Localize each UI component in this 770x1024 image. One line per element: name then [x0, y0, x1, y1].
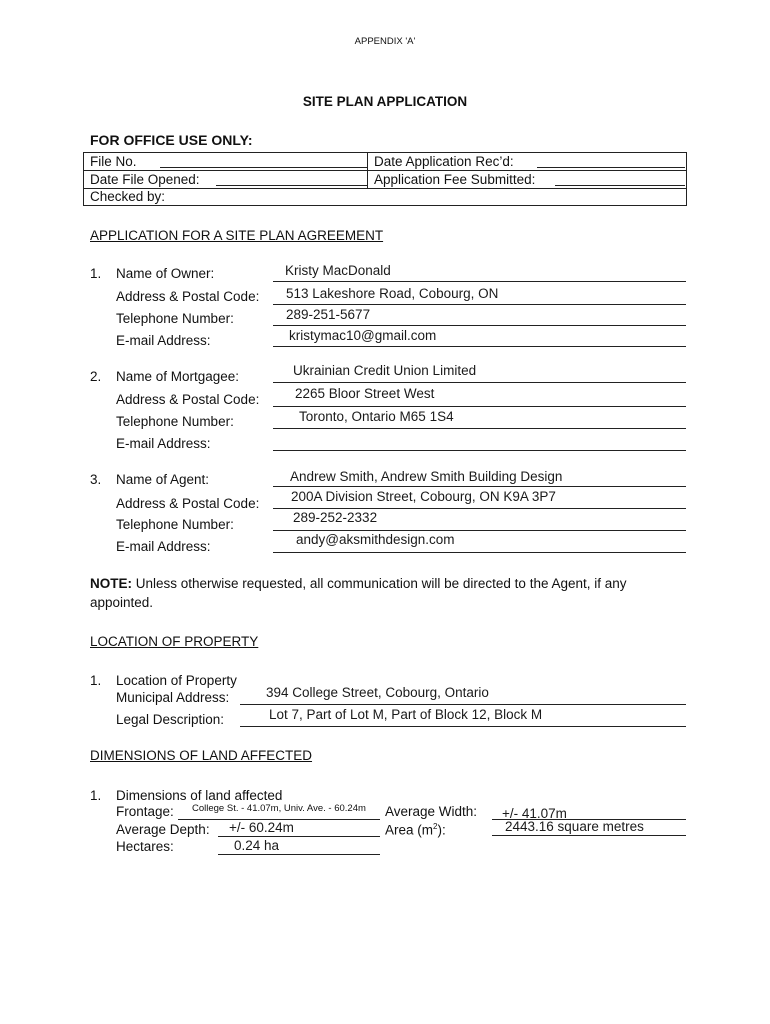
- agent-phone-line: [273, 514, 686, 531]
- note-line-1: [90, 576, 627, 591]
- mortgagee-address-line: [273, 389, 686, 407]
- area-line: [492, 819, 686, 836]
- owner-address-value[interactable]: 513 Lakeshore Road, Cobourg, ON: [286, 286, 499, 301]
- agent-email-line: [273, 536, 686, 553]
- note-bold-label: NOTE:: [90, 576, 132, 591]
- frontage-value[interactable]: College St. - 41.07m, Univ. Ave. - 60.24m: [192, 803, 366, 814]
- file-no-field[interactable]: [160, 152, 367, 168]
- mortgagee-phone-label: Telephone Number:: [116, 414, 234, 429]
- owner-number: 1.: [90, 266, 102, 281]
- municipal-address-value[interactable]: 394 College Street, Cobourg, Ontario: [266, 685, 489, 700]
- mortgagee-number: 2.: [90, 369, 102, 384]
- agent-email-value[interactable]: andy@aksmithdesign.com: [296, 532, 455, 547]
- owner-email-line: [273, 330, 686, 347]
- owner-phone-value[interactable]: 289-251-5677: [286, 307, 371, 322]
- table-column-divider: [367, 153, 368, 189]
- appendix-label: APPENDIX 'A': [354, 36, 416, 47]
- agent-name-label: Name of Agent:: [116, 472, 210, 487]
- note-text: Unless otherwise requested, all communication will be directed to the Agent, if any: [132, 576, 627, 591]
- average-depth-label: Average Depth:: [116, 822, 210, 837]
- owner-name-line: [273, 265, 686, 282]
- mortgagee-address-label: Address & Postal Code:: [116, 392, 260, 407]
- agent-name-line: [273, 470, 686, 487]
- agent-phone-label: Telephone Number:: [116, 517, 234, 532]
- mortgagee-email-line: [273, 434, 686, 451]
- mortgagee-phone-value[interactable]: Toronto, Ontario M65 1S4: [299, 409, 454, 424]
- checked-by-label: Checked by:: [90, 189, 166, 204]
- area-label-superscript: 2: [433, 822, 438, 831]
- office-use-heading: FOR OFFICE USE ONLY:: [90, 132, 253, 148]
- hectares-value[interactable]: 0.24 ha: [234, 838, 280, 853]
- average-depth-line: [218, 820, 380, 837]
- agent-name-value[interactable]: Andrew Smith, Andrew Smith Building Design: [290, 469, 563, 484]
- mortgagee-name-line: [273, 366, 686, 383]
- date-received-label: Date Application Rec’d:: [374, 154, 514, 169]
- location-heading: LOCATION OF PROPERTY: [90, 634, 259, 649]
- area-label-end: ):: [437, 822, 446, 838]
- frontage-label: Frontage:: [116, 804, 174, 819]
- municipal-address-label: Municipal Address:: [116, 690, 230, 705]
- average-depth-value[interactable]: +/- 60.24m: [229, 820, 294, 835]
- fee-field[interactable]: [555, 170, 685, 186]
- legal-description-value[interactable]: Lot 7, Part of Lot M, Part of Block 12, Block M: [269, 707, 543, 722]
- date-received-field[interactable]: [537, 152, 685, 168]
- mortgagee-name-value[interactable]: Ukrainian Credit Union Limited: [293, 363, 477, 378]
- hectares-line: [218, 838, 380, 855]
- frontage-line: [178, 804, 380, 820]
- owner-email-label: E-mail Address:: [116, 333, 211, 348]
- owner-phone-label: Telephone Number:: [116, 311, 234, 326]
- mortgagee-name-label: Name of Mortgagee:: [116, 369, 240, 384]
- page-title: SITE PLAN APPLICATION: [302, 94, 468, 109]
- area-label-text: Area (m: [385, 822, 434, 838]
- agent-phone-value[interactable]: 289-252-2332: [293, 510, 378, 525]
- owner-address-label: Address & Postal Code:: [116, 289, 260, 304]
- mortgagee-email-label: E-mail Address:: [116, 436, 211, 451]
- average-width-value[interactable]: +/- 41.07m: [502, 806, 567, 821]
- dimensions-label: Dimensions of land affected: [116, 788, 283, 803]
- municipal-address-line: [240, 688, 686, 705]
- area-label: [385, 822, 446, 838]
- agent-number: 3.: [90, 472, 102, 487]
- owner-address-line: [273, 288, 686, 305]
- average-width-label: Average Width:: [385, 804, 478, 819]
- agent-address-line: [273, 492, 686, 509]
- fee-label: Application Fee Submitted:: [374, 172, 536, 187]
- agent-address-value[interactable]: 200A Division Street, Cobourg, ON K9A 3P7: [291, 489, 556, 504]
- average-width-line: [492, 804, 686, 820]
- owner-name-label: Name of Owner:: [116, 266, 215, 281]
- location-number: 1.: [90, 673, 102, 688]
- mortgagee-phone-line: [273, 412, 686, 429]
- agent-address-label: Address & Postal Code:: [116, 496, 260, 511]
- date-opened-field[interactable]: [216, 170, 367, 186]
- dimensions-heading: DIMENSIONS OF LAND AFFECTED: [90, 748, 313, 763]
- area-value[interactable]: 2443.16 square metres: [505, 819, 644, 834]
- mortgagee-address-value[interactable]: 2265 Bloor Street West: [295, 386, 435, 401]
- table-row-divider: [84, 188, 686, 189]
- agent-email-label: E-mail Address:: [116, 539, 211, 554]
- legal-description-label: Legal Description:: [116, 712, 225, 727]
- dimensions-number: 1.: [90, 788, 102, 803]
- hectares-label: Hectares:: [116, 839, 174, 854]
- legal-description-line: [240, 710, 686, 727]
- date-opened-label: Date File Opened:: [90, 172, 200, 187]
- note-line-2: appointed.: [90, 595, 154, 610]
- agreement-heading: APPLICATION FOR A SITE PLAN AGREEMENT: [90, 228, 384, 243]
- location-label: Location of Property: [116, 673, 237, 688]
- owner-phone-line: [273, 309, 686, 326]
- owner-email-value[interactable]: kristymac10@gmail.com: [289, 328, 437, 343]
- file-no-label: File No.: [90, 154, 137, 169]
- owner-name-value[interactable]: Kristy MacDonald: [285, 263, 391, 278]
